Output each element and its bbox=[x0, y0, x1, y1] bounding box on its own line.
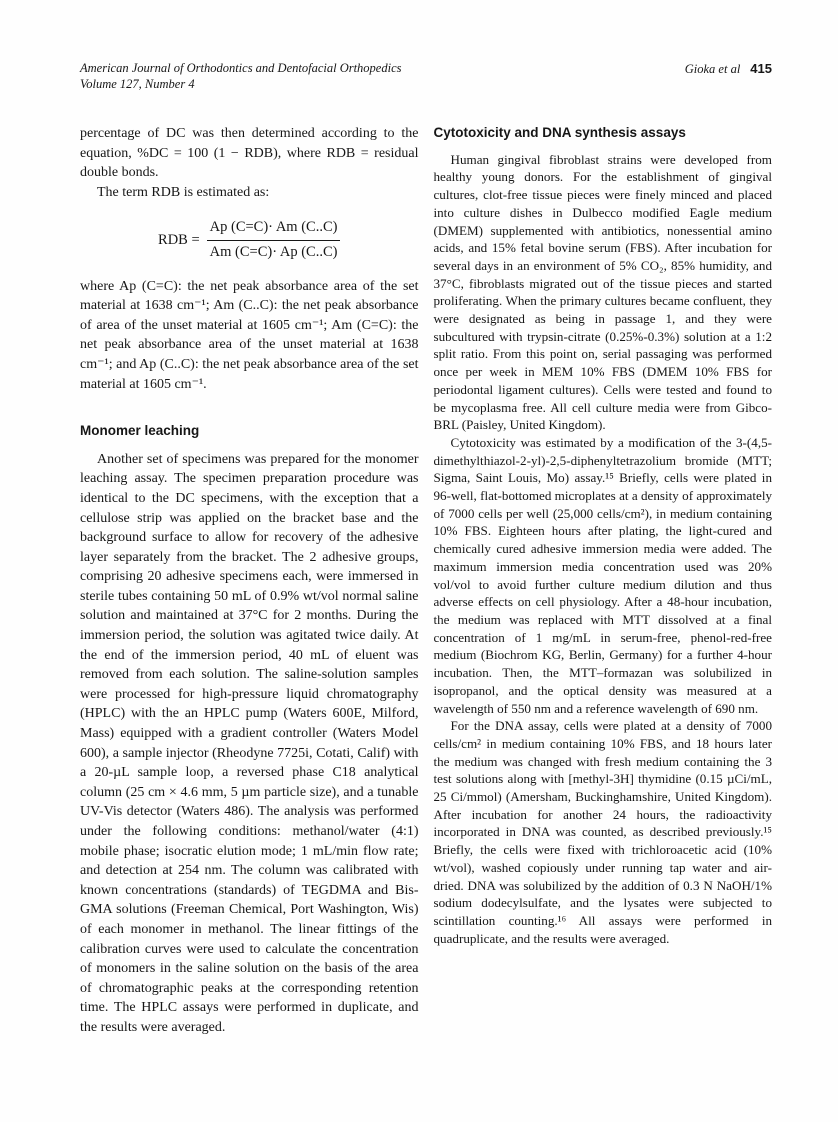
equation-fraction bbox=[207, 218, 341, 262]
page-number: 415 bbox=[750, 61, 772, 76]
journal-title: American Journal of Orthodontics and Dentofacial Orthopedics bbox=[80, 61, 402, 75]
running-head-right bbox=[685, 60, 772, 77]
paragraph-mtt-assay: Cytotoxicity was estimated by a modification of the 3-(4,5-dimethylthiazol-2-yl)-2,5-diphenyltetrazolium bromide (MTT; Sigma, Saint Louis, Mo) assay.¹⁵ Briefly, cells were plated in 96-well, flat-bottomed microplates at a density of approximately of 7000 cells per well (25,000 cells/cm²), in medium containing 10% FBS. Eighteen hours after plating, the light-cured and chemically cured adhesive immersion media were added. The maximum immersion media concentration used was 20% vol/vol to avoid further culture medium dilution and thus adverse effects on cell physiology. After a 48-hour incubation, the medium was replaced with MTT dissolved at a final concentration of 1 mg/mL in serum-free, phenol-red-free medium (Biochrom KG, Berlin, Germany) for a further 4-hour incubation. Then, the MTT–formazan was solubilized in isopropanol, and the optical density was measured at a wavelength of 550 nm and a reference wavelength of 690 nm. bbox=[433, 434, 772, 716]
paragraph-dna-assay: For the DNA assay, cells were plated at a density of 7000 cells/cm² in medium containing 10% FBS, and 18 hours later the medium was changed with fresh medium containing the 3 test solutions along with [methyl-3H] thymidine (0.15 µCi/mL, 25 Ci/mmol) (Amersham, Buckinghamshire, United Kingdom). After incubation for another 24 hours, the radioactivity incorporated in DNA was counted, as described previously.¹⁵ Briefly, the cells were fixed with trichloroacetic acid (10% wt/vol), washed copiously under running tap water and air-dried. DNA was solubilized by the addition of 0.3 N NaOH/1% sodium dodecylsulfate, and the lysates were subjected to scintillation counting.¹⁶ All assays were performed in quadruplicate, and the results were averaged. bbox=[433, 718, 772, 946]
right-column bbox=[434, 124, 773, 1038]
paragraph-fibroblast-cultures: Human gingival fibroblast strains were developed from healthy young donors. For the establishment of gingival cultures, clot-free tissue pieces were finely minced and placed into culture dishes in Dulbecco modified Eagle medium (DMEM) supplemented with antibiotics, nonessential amino acids, and 15% fetal bovine serum (FBS). After incubation for several days in an environment of 5% CO₂, 85% humidity, and 37°C, fibroblasts migrated out of the tissue pieces and started proliferating. When the primary cultures became confluent, they were designated as being in passage 1, and they were subcultured with trypsin-citrate (0.25%-0.3%) solution at a 1:2 split ratio. From this point on, serial passaging was performed once per week in MEM 10% FBS (DMEM 10% FBS for periodontal ligament cultures). Cells were tested and found to be mycoplasma free. All cell culture media were from Gibco-BRL (Paisley, United Kingdom). bbox=[433, 151, 772, 433]
left-column bbox=[80, 124, 419, 1038]
section-heading-cytotoxicity: Cytotoxicity and DNA synthesis assays bbox=[433, 125, 686, 140]
two-column-body bbox=[80, 124, 772, 1038]
running-head-authors: Gioka et al bbox=[684, 62, 741, 76]
running-header bbox=[80, 60, 772, 92]
journal-issue: Volume 127, Number 4 bbox=[80, 77, 195, 91]
section-heading-monomer-leaching: Monomer leaching bbox=[80, 423, 200, 439]
equation-numerator: Ap (C=C)· Am (C..C) bbox=[207, 218, 341, 241]
paragraph-where-definitions: where Ap (C=C): the net peak absorbance area of the set material at 1638 cm⁻¹; Am (C..C): the net peak absorbance of area of the unset material at 1605 cm⁻¹; Am (C=C): the net peak absorbance area of the unset material at 1638 cm⁻¹; and Ap (C..C): the net peak absorbance area of the set material at 1605 cm⁻¹. bbox=[80, 278, 419, 392]
paragraph-dc-percentage: percentage of DC was then determined according to the equation, %DC = 100 (1 − RDB), where RDB = residual double bonds. bbox=[80, 126, 419, 181]
equation-denominator: Am (C=C)· Ap (C..C) bbox=[209, 243, 338, 260]
equation-rdb bbox=[80, 218, 419, 262]
paragraph-monomer-leaching: Another set of specimens was prepared for the monomer leaching assay. The specimen preparation procedure was identical to the DC specimens, with the exception that a cellulose strip was applied on the bracket base and the background surface to allow for recovery of the adhesive layer separately from the bracket. The 2 adhesive groups, comprising 20 adhesive specimens each, were immersed in sterile tubes containing 50 mL of 0.9% wt/vol normal saline solution and maintained at 37°C for 2 months. During the immersion period, the solution was agitated twice daily. At the end of the immersion period, 40 mL of eluent was removed from each solution. The saline-solution samples were processed for high-pressure liquid chromatography (HPLC) with the an HPLC pump (Waters 600E, Milford, Mass) equipped with a gradient controller (Waters Model 600), a sample injector (Rheodyne 7725i, Cotati, Calif) with a 20-µL sample loop, a reversed phase C18 analytical column (25 cm × 4.6 mm, 5 µm particle size), and a tunable UV-Vis detector (Waters 486). The analysis was performed under the following conditions: methanol/water (4:1) mobile phase; isocratic elution mode; 1 mL/min flow rate; and detection at 254 nm. The column was calibrated with known concentrations (standards) of TEGDMA and Bis-GMA solutions (Freeman Chemical, Port Washington, Wis) of each monomer in methanol. The linear fittings of the calibration curves were used to calculate the concentration of monomers in the saline solution on the basis of the area of chromatographic peaks at the corresponding retention time. The HPLC assays were performed in duplicate, and the results were averaged. bbox=[80, 451, 419, 1035]
journal-info bbox=[80, 60, 402, 92]
paragraph-rdb-intro: The term RDB is estimated as: bbox=[97, 184, 270, 200]
equation-lhs: RDB = bbox=[158, 231, 200, 248]
